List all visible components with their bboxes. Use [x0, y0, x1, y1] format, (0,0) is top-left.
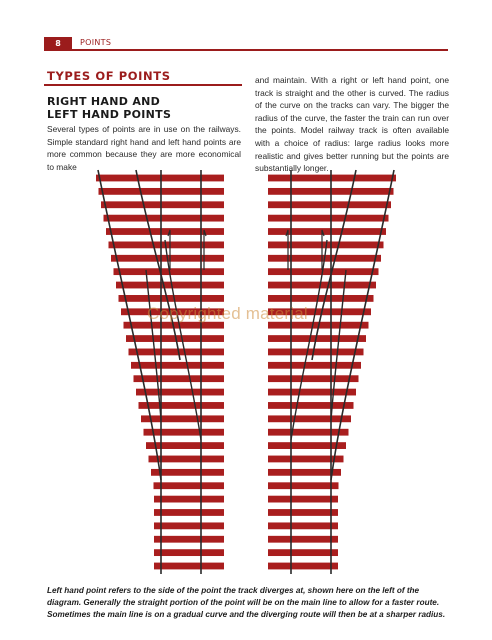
sleeper — [268, 549, 338, 556]
body-text-right: and maintain. With a right or left hand point, one track is straight and the other is curved. The radius of the curve on the tracks can vary. The bigger the radius of the curve, the faster the train can run over the points. Model railway track is often available with a choice of radius: large radius looks more realistic and gives better running but the points are substantially longer. — [255, 75, 449, 174]
sleeper — [268, 496, 338, 503]
sleeper — [268, 282, 376, 289]
sleeper — [144, 429, 225, 436]
sleeper — [146, 442, 224, 449]
sleeper — [154, 549, 224, 556]
check-rail — [204, 230, 206, 270]
sleeper — [101, 201, 224, 208]
sleeper — [268, 175, 396, 182]
sleeper — [268, 482, 339, 489]
sleeper — [154, 496, 224, 503]
left-hand-point — [96, 170, 224, 574]
sleeper — [268, 375, 359, 382]
sleeper — [268, 536, 338, 543]
sub-title: RIGHT HAND AND LEFT HAND POINTS — [47, 95, 172, 121]
sleeper — [149, 456, 225, 463]
sleeper — [268, 402, 354, 409]
running-head: POINTS — [80, 38, 112, 47]
sleeper — [268, 415, 351, 422]
sleeper — [154, 482, 225, 489]
sleeper — [268, 201, 391, 208]
sleeper — [154, 563, 224, 570]
sleeper — [154, 522, 224, 529]
sleeper — [268, 509, 338, 516]
sleeper — [268, 228, 386, 235]
sleeper — [268, 215, 389, 222]
sleeper — [151, 469, 224, 476]
sleeper — [268, 429, 349, 436]
sleeper — [129, 349, 225, 356]
sleeper — [268, 349, 364, 356]
sleeper — [134, 375, 225, 382]
sleeper — [268, 295, 374, 302]
body-text-left: Several types of points are in use on the railways. Simple standard right hand and left hand points are more common because they are more economical to make — [47, 124, 241, 172]
sleeper — [268, 389, 356, 396]
sleeper — [131, 362, 224, 369]
sleeper — [268, 456, 344, 463]
sleeper — [268, 362, 361, 369]
sleeper — [268, 563, 338, 570]
section-title: TYPES OF POINTS — [47, 69, 171, 83]
sleeper — [268, 469, 341, 476]
sleeper — [104, 215, 225, 222]
sleeper — [139, 402, 225, 409]
switch-blade — [146, 270, 161, 420]
sleeper — [268, 442, 346, 449]
sleeper — [268, 522, 338, 529]
diverging-rail — [312, 170, 356, 360]
figure-caption: Left hand point refers to the side of the point the track diverges at, shown here on the left of the diagram. Generally the straight portion of the point will be on the main line to allow for a faster route. Sometimes the main line is on a gradual curve and the diverging route will then be at a sharper radius. — [47, 586, 446, 619]
sleeper — [136, 389, 224, 396]
sleeper — [141, 415, 224, 422]
diverging-rail — [136, 170, 180, 360]
sleeper — [154, 536, 224, 543]
sleeper — [154, 509, 224, 516]
sleeper — [116, 282, 224, 289]
page-number: 8 — [44, 37, 72, 49]
sleeper — [119, 295, 225, 302]
switch-blade — [331, 270, 346, 420]
check-rail — [286, 230, 288, 270]
sleeper — [106, 228, 224, 235]
right-hand-point — [268, 170, 396, 574]
copyright-watermark: Copyrighted material — [147, 304, 308, 323]
sleeper — [96, 175, 224, 182]
